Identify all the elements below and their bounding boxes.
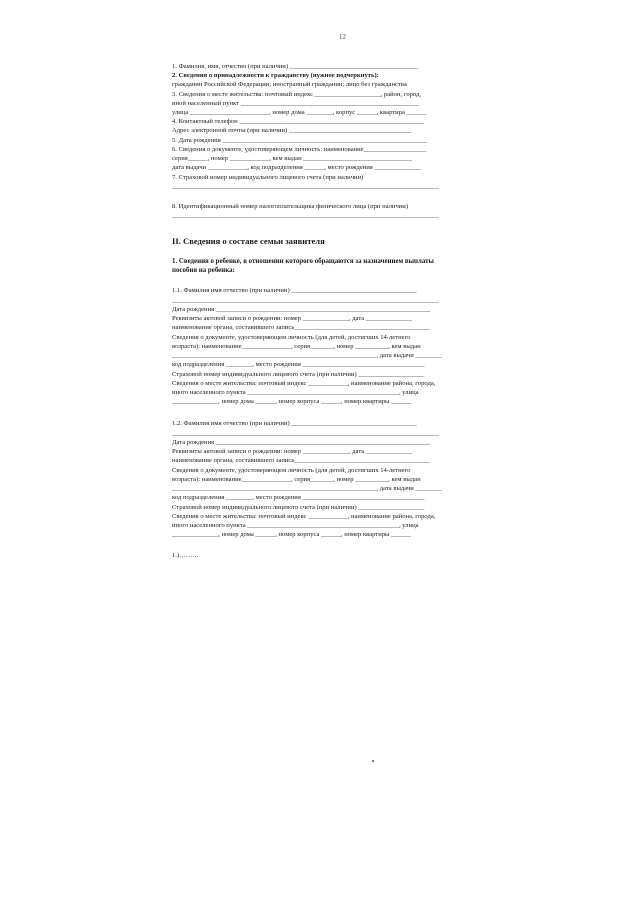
email-line: Адрес электронной почты (при наличии) _____________________________________ (172, 127, 411, 134)
residence-street-line: улица ________________________, номер дома ________, корпус ______, квартира ______ (172, 109, 427, 116)
child2-id-issue-date: ______________________________________________________________, дата выдачи ________ (172, 485, 442, 492)
snils-blank-line: _________________________________________________________________________________ (172, 183, 440, 190)
child1-id-series: возраста): наименование_______________, серия_______, номер __________, кем выдан (172, 343, 421, 350)
child2-id-series: возраста): наименование_______________, серия_______, номер __________, кем выдан (172, 476, 421, 483)
continuation-marker: 1.)……… (172, 552, 199, 559)
child1-residence-house: ______________, номер дома ______, номер корпуса ______, номер квартиры ______ (172, 398, 411, 405)
child1-name-blank: _________________________________________________________________________________ (172, 297, 440, 304)
child2-residence-locality: иного населенного пункта ______________________________________________, улица (172, 522, 419, 529)
child2-record-authority: наименование органа, составившего запись_________________________________________ (172, 457, 430, 464)
contact-phone-line: 4. Контактный телефон ________________________________________________________ (172, 118, 424, 125)
applicant-full-name-line: 1. Фамилия, имя, отчество (при наличии) _______________________________________ (172, 63, 419, 70)
id-issue-date-line: дата выдачи ____________, код подразделения ______, место рождения ______________ (172, 164, 421, 171)
child2-name-line: 1.2. Фамилия имя отчество (при наличии) ______________________________________ (172, 420, 417, 427)
child2-residence-postal: Сведения о месте жительства: почтовый индекс ____________, наименование района, города, (172, 513, 436, 520)
child2-birth-record: Реквизиты актовой записи о рождении: номер ______________, дата ______________ (172, 448, 413, 455)
child2-name-blank: _________________________________________________________________________________ (172, 430, 440, 437)
child-intro-line-1: 1. Сведения о ребенке, в отношении которого обращаются за назначением выплаты (172, 258, 434, 265)
child-intro-line-2: пособия на ребенка: (172, 267, 235, 274)
citizenship-heading: 2. Сведения о принадлежности к гражданству (нужное подчеркнуть): (172, 72, 379, 79)
child1-dept-code: код подразделения ________, место рождения _____________________________________ (172, 361, 425, 368)
residence-locality-line: иной населенный пункт ______________________________________________________ (172, 100, 419, 107)
inn-blank-line: _________________________________________________________________________________ (172, 212, 440, 219)
birth-date-line: 5. Дата рождения ______________________________________________________________ (172, 137, 427, 144)
section-title: II. Сведения о составе семьи заявителя (172, 236, 325, 246)
child1-id-document: Сведения о документе, удостоверяющем личность (для детей, достигших 14-летнего (172, 334, 411, 341)
child1-id-issue-date: ______________________________________________________________, дата выдачи ________ (172, 352, 442, 359)
child2-birth-date: Дата рождения _________________________________________________________________ (172, 439, 431, 446)
page-number: 12 (339, 33, 346, 41)
child1-birth-date: Дата рождения _________________________________________________________________ (172, 306, 431, 313)
child1-birth-record: Реквизиты актовой записи о рождении: номер ______________, дата ______________ (172, 315, 413, 322)
residence-postal-line: 3. Сведения о месте жительства: почтовый индекс ____________________, район, город, (172, 91, 422, 98)
child1-snils: Страховой номер индивидуального лицевого счета (при наличии) ____________________ (172, 371, 425, 378)
child2-id-document: Сведения о документе, удостоверяющем личность (для детей, достигших 14-летнего (172, 467, 411, 474)
inn-line: 8. Идентификационный номер налогоплательщика физического лица (при наличии) (172, 203, 409, 210)
child1-residence-locality: иного населенного пункта ______________________________________________, улица (172, 389, 419, 396)
id-series-number-line: серия______, номер ____________, кем выдан _________________________________ (172, 155, 413, 162)
child2-dept-code: код подразделения ________, место рождения _____________________________________ (172, 494, 425, 501)
id-document-line: 6. Сведения о документе, удостоверяющем личность: наименование___________________ (172, 146, 427, 153)
citizenship-options: гражданин Российской Федерации; иностранный гражданин; лицо без гражданства (172, 81, 407, 88)
child1-name-line: 1.1. Фамилия имя отчество (при наличии) ______________________________________ (172, 287, 417, 294)
child1-residence-postal: Сведения о месте жительства: почтовый индекс ____________, наименование района, города, (172, 380, 436, 387)
scan-speck (372, 760, 374, 762)
child1-record-authority: наименование органа, составившего запись_________________________________________ (172, 324, 430, 331)
child2-snils: Страховой номер индивидуального лицевого счета (при наличии) ____________________ (172, 504, 425, 511)
child2-residence-house: ______________, номер дома ______, номер корпуса ______, номер квартиры ______ (172, 531, 411, 538)
snils-line: 7. Страховой номер индивидуального лицевого счета (при наличии) (172, 174, 364, 181)
